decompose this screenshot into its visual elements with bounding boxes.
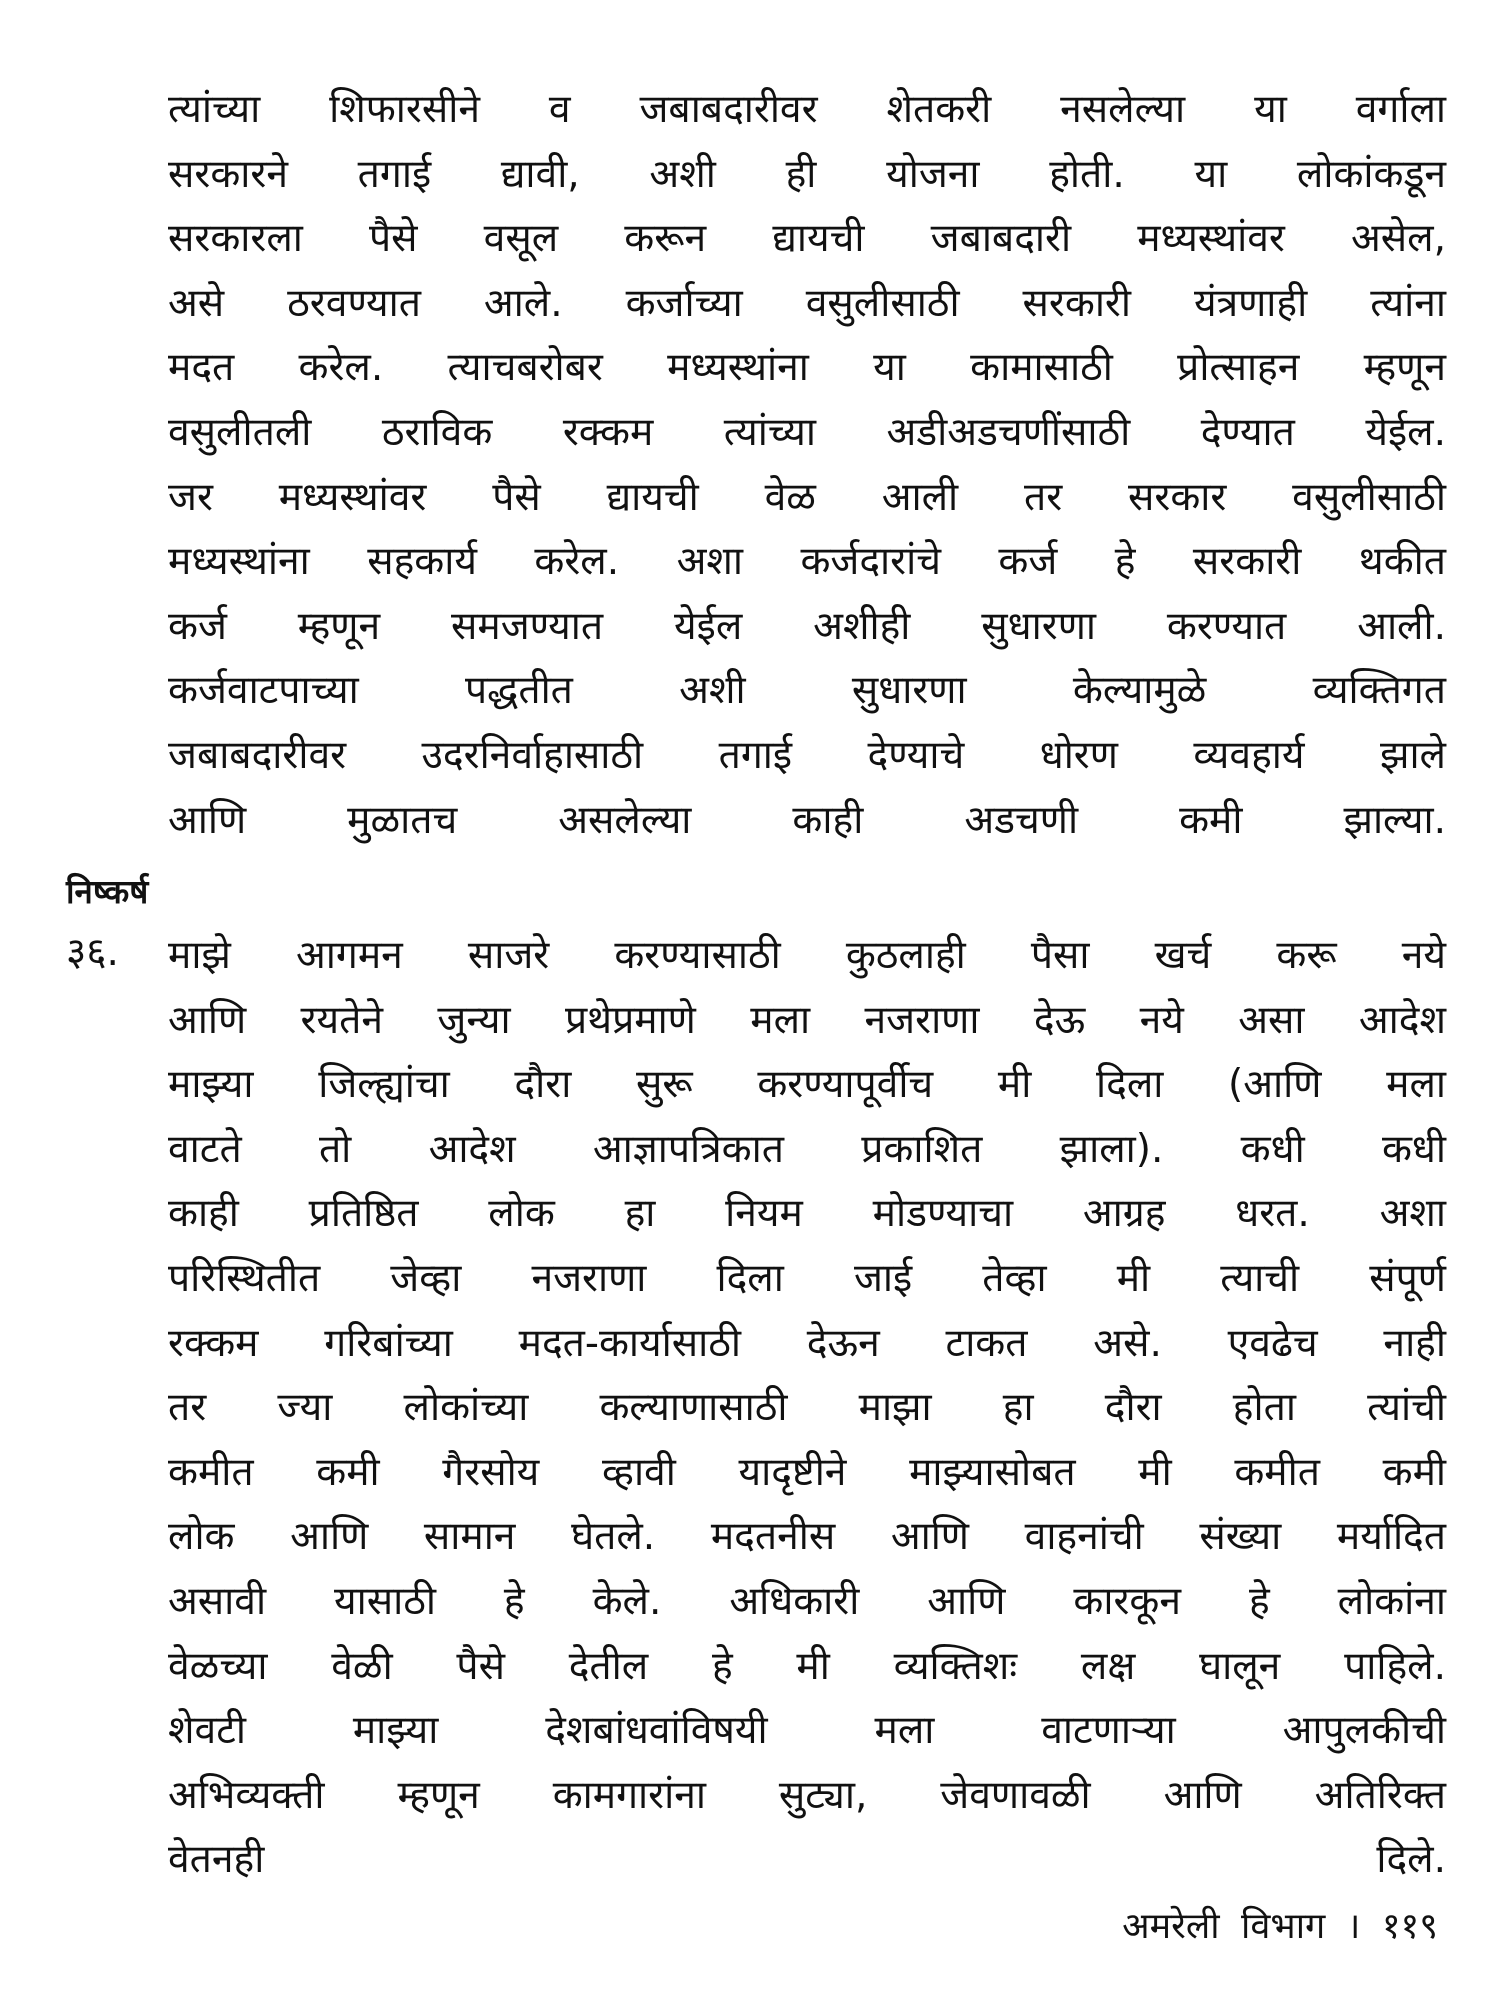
text-line: सरकारने तगाई द्यावी, अशी ही योजना होती. या लोकांकडून xyxy=(168,151,1446,197)
paragraph-number: ३६. xyxy=(66,930,119,975)
text-line: शेवटी माझ्या देशबांधवांविषयी मला वाटणाऱ्या आपुलकीची xyxy=(168,1708,1446,1754)
text-line: परिस्थितीत जेव्हा नजराणा दिला जाई तेव्हा मी त्याची संपूर्ण xyxy=(168,1255,1446,1301)
text-line: वेतनही दिले. xyxy=(168,1837,1446,1883)
text-line: जबाबदारीवर उदरनिर्वाहासाठी तगाई देण्याचे धोरण व्यवहार्य झाले xyxy=(168,732,1446,778)
text-line: वसुलीतली ठराविक रक्कम त्यांच्या अडीअडचणींसाठी देण्यात येईल. xyxy=(168,409,1446,455)
text-line: कमीत कमी गैरसोय व्हावी यादृष्टीने माझ्यासोबत मी कमीत कमी xyxy=(168,1449,1446,1495)
text-line: रक्कम गरिबांच्या मदत-कार्यासाठी देऊन टाकत असे. एवढेच नाही xyxy=(168,1320,1446,1366)
text-line: सरकारला पैसे वसूल करून द्यायची जबाबदारी मध्यस्थांवर असेल, xyxy=(168,216,1446,262)
section-heading: निष्कर्ष xyxy=(66,872,149,911)
text-line: कर्ज म्हणून समजण्यात येईल अशीही सुधारणा करण्यात आली. xyxy=(168,603,1446,649)
conclusion-paragraph xyxy=(168,924,1446,1893)
text-line: त्यांच्या शिफारसीने व जबाबदारीवर शेतकरी नसलेल्या या वर्गाला xyxy=(168,87,1446,132)
text-line: वाटते तो आदेश आज्ञापत्रिकात प्रकाशित झाला). कधी कधी xyxy=(168,1126,1446,1172)
page-footer: अमरेली विभाग । ११९ xyxy=(1122,1906,1438,1947)
text-line: मध्यस्थांना सहकार्य करेल. अशा कर्जदारांचे कर्ज हे सरकारी थकीत xyxy=(168,539,1446,585)
text-line: वेळच्या वेळी पैसे देतील हे मी व्यक्तिशः लक्ष घालून पाहिले. xyxy=(168,1643,1446,1689)
text-line: अभिव्यक्ती म्हणून कामगारांना सुट्या, जेवणावळी आणि अतिरिक्त xyxy=(168,1772,1446,1818)
top-paragraph xyxy=(168,78,1446,853)
text-line: लोक आणि सामान घेतले. मदतनीस आणि वाहनांची संख्या मर्यादित xyxy=(168,1514,1446,1560)
text-line: कर्जवाटपाच्या पद्धतीत अशी सुधारणा केल्यामुळे व्यक्तिगत xyxy=(168,668,1446,714)
text-line: तर ज्या लोकांच्या कल्याणासाठी माझा हा दौरा होता त्यांची xyxy=(168,1385,1446,1431)
text-line: जर मध्यस्थांवर पैसे द्यायची वेळ आली तर सरकार वसुलीसाठी xyxy=(168,474,1446,520)
text-line: असावी यासाठी हे केले. अधिकारी आणि कारकून हे लोकांना xyxy=(168,1578,1446,1624)
text-line: आणि रयतेने जुन्या प्रथेप्रमाणे मला नजराणा देऊ नये असा आदेश xyxy=(168,997,1446,1043)
text-line: असे ठरवण्यात आले. कर्जाच्या वसुलीसाठी सरकारी यंत्रणाही त्यांना xyxy=(168,280,1446,326)
text-line: मदत करेल. त्याचबरोबर मध्यस्थांना या कामासाठी प्रोत्साहन म्हणून xyxy=(168,345,1446,391)
text-line: माझ्या जिल्ह्यांचा दौरा सुरू करण्यापूर्वीच मी दिला (आणि मला xyxy=(168,1062,1446,1108)
text-line: आणि मुळातच असलेल्या काही अडचणी कमी झाल्या. xyxy=(168,797,1446,843)
text-line: काही प्रतिष्ठित लोक हा नियम मोडण्याचा आग्रह धरत. अशा xyxy=(168,1191,1446,1237)
text-line: माझे आगमन साजरे करण्यासाठी कुठलाही पैसा खर्च करू नये xyxy=(168,933,1446,978)
